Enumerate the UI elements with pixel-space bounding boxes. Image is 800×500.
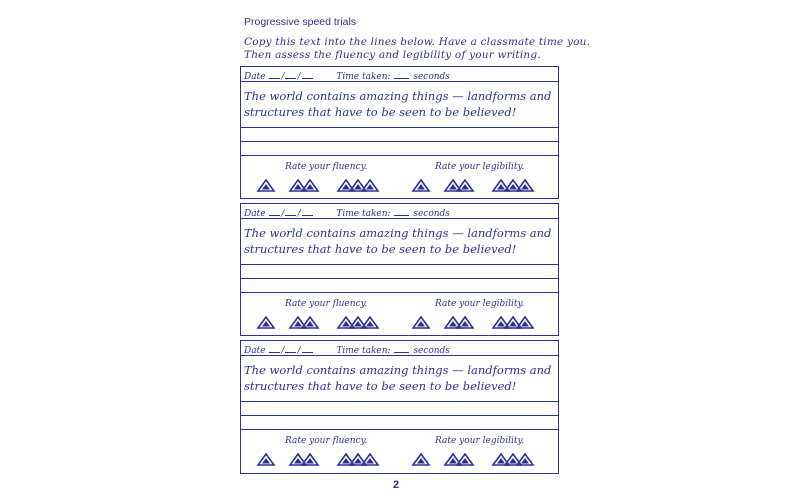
legibility-rating-icons	[411, 314, 541, 330]
fluency-rating-icons	[256, 314, 386, 330]
date-year-blank[interactable]	[302, 344, 313, 353]
time-taken-blank[interactable]	[394, 207, 409, 216]
time-taken-blank[interactable]	[394, 344, 409, 353]
date-label: Date	[244, 72, 266, 82]
fluency-rating-1-triangle-icon[interactable]	[258, 454, 274, 465]
time-unit-label: seconds	[413, 72, 450, 82]
legibility-label: Rate your legibility.	[435, 436, 525, 446]
legibility-rating-3-triangles-icon[interactable]	[493, 180, 533, 191]
date-label: Date	[244, 346, 266, 356]
time-taken-blank[interactable]	[394, 70, 409, 79]
date-year-blank[interactable]	[302, 207, 313, 216]
date-day-blank[interactable]	[269, 344, 280, 353]
fluency-label: Rate your fluency.	[285, 162, 368, 172]
legibility-rating-1-triangle-icon[interactable]	[413, 317, 429, 328]
fluency-rating-1-triangle-icon[interactable]	[258, 317, 274, 328]
legibility-rating-icons	[411, 451, 541, 467]
writing-line-3[interactable]	[241, 155, 558, 156]
time-taken-label: Time taken:	[336, 72, 391, 82]
time-taken-label: Time taken:	[336, 346, 391, 356]
date-separator: /	[281, 72, 285, 82]
legibility-label: Rate your legibility.	[435, 299, 525, 309]
header-divider	[241, 355, 558, 356]
fluency-rating-icons	[256, 177, 386, 193]
fluency-rating-3-triangles-icon[interactable]	[338, 317, 378, 328]
date-label: Date	[244, 209, 266, 219]
legibility-label: Rate your legibility.	[435, 162, 525, 172]
date-month-blank[interactable]	[285, 207, 296, 216]
writing-line-1[interactable]	[241, 264, 558, 265]
model-text-line-2: structures that have to be seen to be believed!	[244, 105, 517, 119]
fluency-rating-1-triangle-icon[interactable]	[258, 180, 274, 191]
writing-line-2[interactable]	[241, 415, 558, 416]
legibility-rating-2-triangles-icon[interactable]	[445, 317, 473, 328]
writing-line-3[interactable]	[241, 292, 558, 293]
writing-line-2[interactable]	[241, 278, 558, 279]
fluency-label: Rate your fluency.	[285, 436, 368, 446]
time-taken-label: Time taken:	[336, 209, 391, 219]
trial-box-1	[240, 66, 559, 199]
writing-line-3[interactable]	[241, 429, 558, 430]
legibility-rating-icons	[411, 177, 541, 193]
fluency-rating-2-triangles-icon[interactable]	[290, 454, 318, 465]
trial-box-2	[240, 203, 559, 336]
model-text-line-2: structures that have to be seen to be believed!	[244, 242, 517, 256]
date-separator: /	[297, 346, 301, 356]
model-text-line-2: structures that have to be seen to be believed!	[244, 379, 517, 393]
fluency-rating-3-triangles-icon[interactable]	[338, 180, 378, 191]
date-separator: /	[297, 209, 301, 219]
date-separator: /	[281, 209, 285, 219]
header-divider	[241, 218, 558, 219]
date-day-blank[interactable]	[269, 70, 280, 79]
legibility-rating-2-triangles-icon[interactable]	[445, 180, 473, 191]
model-text-line-1: The world contains amazing things — landforms and	[244, 89, 552, 103]
model-text-line-1: The world contains amazing things — landforms and	[244, 226, 552, 240]
fluency-rating-2-triangles-icon[interactable]	[290, 317, 318, 328]
instruction-line-2: Then assess the fluency and legibility of your writing.	[244, 49, 541, 61]
model-text-line-1: The world contains amazing things — landforms and	[244, 363, 552, 377]
fluency-rating-2-triangles-icon[interactable]	[290, 180, 318, 191]
legibility-rating-1-triangle-icon[interactable]	[413, 454, 429, 465]
date-day-blank[interactable]	[269, 207, 280, 216]
date-separator: /	[281, 346, 285, 356]
time-unit-label: seconds	[413, 346, 450, 356]
header-divider	[241, 81, 558, 82]
legibility-rating-2-triangles-icon[interactable]	[445, 454, 473, 465]
date-year-blank[interactable]	[302, 70, 313, 79]
page-number: 2	[393, 479, 400, 491]
time-unit-label: seconds	[413, 209, 450, 219]
fluency-rating-icons	[256, 451, 386, 467]
legibility-rating-3-triangles-icon[interactable]	[493, 454, 533, 465]
writing-line-1[interactable]	[241, 127, 558, 128]
date-month-blank[interactable]	[285, 70, 296, 79]
legibility-rating-3-triangles-icon[interactable]	[493, 317, 533, 328]
page-heading: Progressive speed trials	[244, 16, 357, 28]
fluency-rating-3-triangles-icon[interactable]	[338, 454, 378, 465]
instruction-line-1: Copy this text into the lines below. Have a classmate time you.	[244, 36, 591, 48]
fluency-label: Rate your fluency.	[285, 299, 368, 309]
date-month-blank[interactable]	[285, 344, 296, 353]
writing-line-1[interactable]	[241, 401, 558, 402]
date-separator: /	[297, 72, 301, 82]
trial-box-3	[240, 340, 559, 474]
legibility-rating-1-triangle-icon[interactable]	[413, 180, 429, 191]
writing-line-2[interactable]	[241, 141, 558, 142]
